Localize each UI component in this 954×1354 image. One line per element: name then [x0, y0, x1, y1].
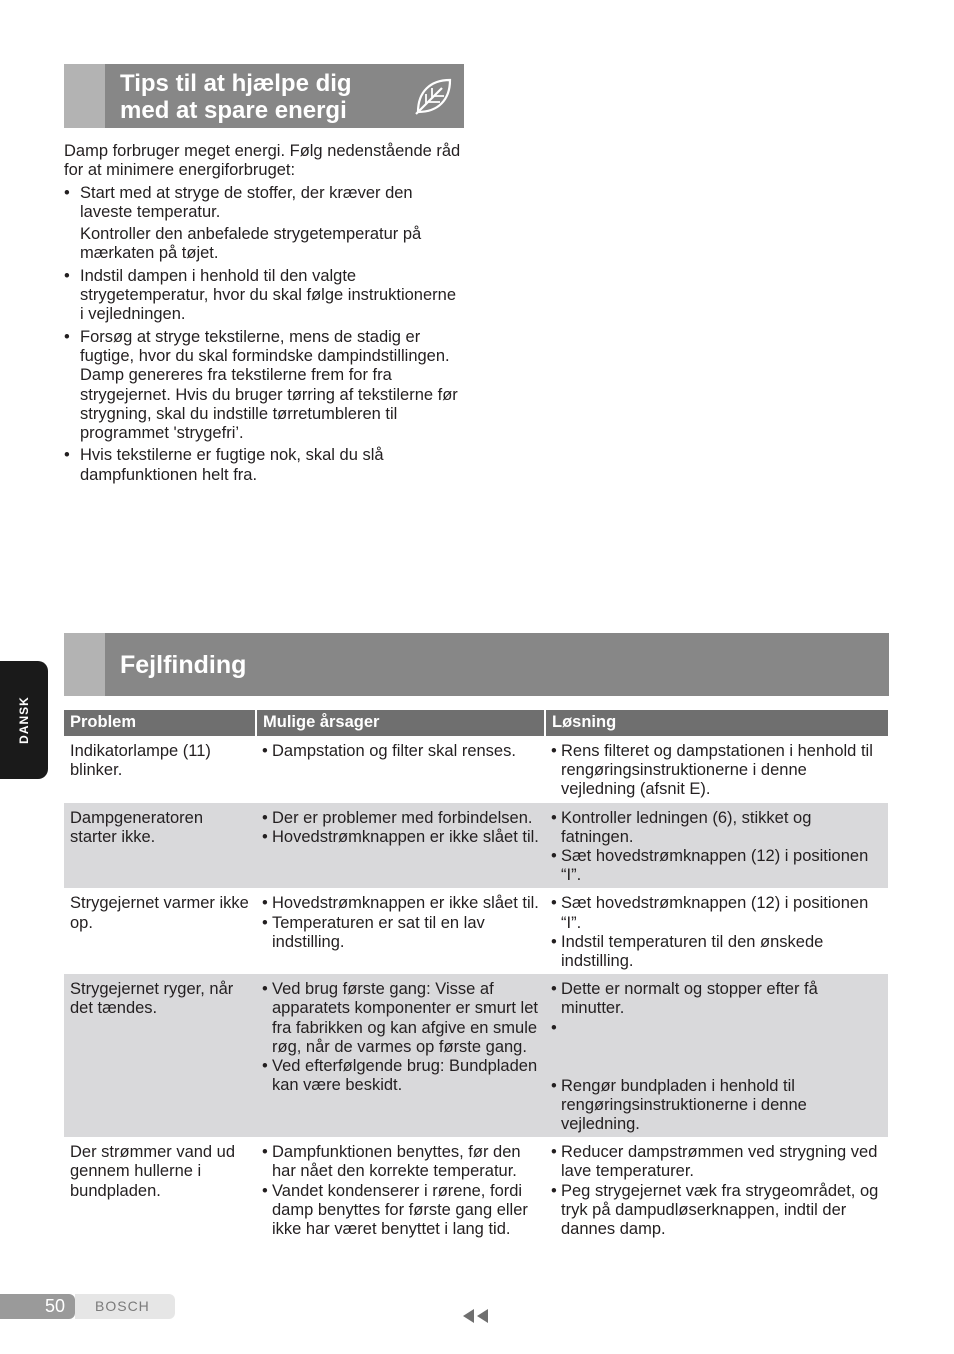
troubleshooting-table [64, 710, 888, 1242]
solution-item: • Sæt hovedstrømknappen (12) i positionen “I”. [551, 894, 882, 932]
solution-item: • Rengør bundpladen i henhold til rengøringsinstruktionerne i denne vejledning. [551, 1077, 882, 1135]
tips-header-band [64, 64, 464, 128]
causes-cell [256, 803, 545, 889]
column-header-solution: Løsning [545, 710, 888, 736]
problem-cell: Dampgeneratoren starter ikke. [64, 803, 256, 889]
solutions-cell [545, 888, 888, 974]
column-header-problem: Problem [64, 710, 256, 736]
header-tab-accent [64, 633, 105, 696]
tips-list-item: • Forsøg at stryge tekstilerne, mens de stadig er fugtige, hvor du skal formindske dampindstillingen. Damp genereres fra tekstilerne frem for fra strygejernet. Hvis du bruger tørring af tekstilerne før strygning, skal du indstille tørretumbleren til programmet 'strygefri’. [64, 328, 464, 444]
causes-cell [256, 974, 545, 1137]
page-number: 50 [0, 1294, 75, 1319]
problem-cell: Strygejernet ryger, når det tændes. [64, 974, 256, 1137]
language-side-tab [0, 661, 48, 779]
tips-title-line1: Tips til at hjælpe dig [120, 70, 352, 97]
cause-item: • Hovedstrømknappen er ikke slået til. [262, 894, 539, 913]
table-row [64, 888, 888, 974]
problem-cell: Indikatorlampe (11) blinker. [70, 742, 211, 780]
table-row [64, 1137, 888, 1242]
solutions-cell [545, 803, 888, 889]
back-arrows-icon[interactable] [462, 1308, 490, 1324]
solution-item: • Rens filteret og dampstationen i henhold til rengøringsinstruktionerne i denne vejledning (afsnit E). [551, 742, 882, 800]
causes-cell [256, 888, 545, 974]
problem-cell: Strygejernet varmer ikke op. [70, 894, 249, 932]
tips-list [64, 184, 464, 485]
cause-item: • Ved brug første gang: Visse af apparatets komponenter er smurt let fra fabrikken og kan afgive en smule røg, når de varmes op første gang. [262, 980, 539, 1057]
footer-brand: BOSCH [75, 1294, 175, 1319]
tips-title [120, 70, 352, 124]
solutions-cell [545, 736, 888, 803]
solution-item: • Reducer dampstrømmen ved strygning ved lave temperaturer. [551, 1143, 882, 1181]
table-row [64, 803, 888, 889]
tips-intro: Damp forbruger meget energi. Følg nedenstående råd for at minimere energiforbruget: [64, 142, 461, 180]
tips-list-item [64, 184, 464, 264]
tips-list-item: • Hvis tekstilerne er fugtige nok, skal du slå dampfunktionen helt fra. [64, 446, 464, 485]
solution-item: • Peg strygejernet væk fra strygeområdet, og tryk på dampudløserknappen, indtil der dannes damp. [551, 1182, 882, 1240]
solution-item: • Indstil temperaturen til den ønskede indstilling. [551, 933, 882, 971]
table-header-row [64, 710, 888, 736]
language-label: DANSK [17, 696, 31, 744]
spacer [551, 1019, 882, 1077]
cause-item: • Dampstation og filter skal renses. [262, 742, 539, 761]
tips-body [64, 142, 464, 488]
causes-cell [256, 1137, 545, 1242]
solution-item: • Kontroller ledningen (6), stikket og fatningen. [551, 809, 882, 847]
tips-item-text: Start med at stryge de stoffer, der kræver den laveste temperatur. [80, 183, 413, 221]
cause-item: • Hovedstrømknappen er ikke slået til. [262, 828, 539, 847]
leaf-icon [412, 74, 456, 118]
column-header-causes: Mulige årsager [256, 710, 545, 736]
troubleshooting-title: Fejlfinding [120, 651, 247, 679]
solutions-cell [545, 1137, 888, 1242]
cause-item: • Temperaturen er sat til en lav indstilling. [262, 914, 539, 952]
problem-cell: Der strømmer vand ud gennem hullerne i bundpladen. [70, 1143, 236, 1200]
solution-item: • Sæt hovedstrømknappen (12) i positionen “I”. [551, 847, 882, 885]
header-tab-accent [64, 64, 105, 128]
cause-item: • Dampfunktionen benyttes, før den har nået den korrekte temperatur. [262, 1143, 539, 1181]
tips-title-line2: med at spare energi [120, 97, 347, 124]
tips-item-subtext: Kontroller den anbefalede strygetemperatur på mærkaten på tøjet. [80, 225, 422, 263]
cause-item: • Der er problemer med forbindelsen. [262, 809, 539, 828]
cause-item: • Vandet kondenserer i rørene, fordi damp benyttes for første gang eller ikke har været benyttet i lang tid. [262, 1182, 539, 1240]
causes-cell [256, 736, 545, 803]
table-row [64, 974, 888, 1137]
solutions-cell [545, 974, 888, 1137]
troubleshooting-header-band [64, 633, 889, 696]
solution-item: • Dette er normalt og stopper efter få minutter. [551, 980, 882, 1018]
tips-list-item: • Indstil dampen i henhold til den valgte strygetemperatur, hvor du skal følge instruktionerne i vejledningen. [64, 267, 464, 325]
cause-item: • Ved efterfølgende brug: Bundpladen kan være beskidt. [262, 1057, 539, 1095]
table-row [64, 736, 888, 803]
